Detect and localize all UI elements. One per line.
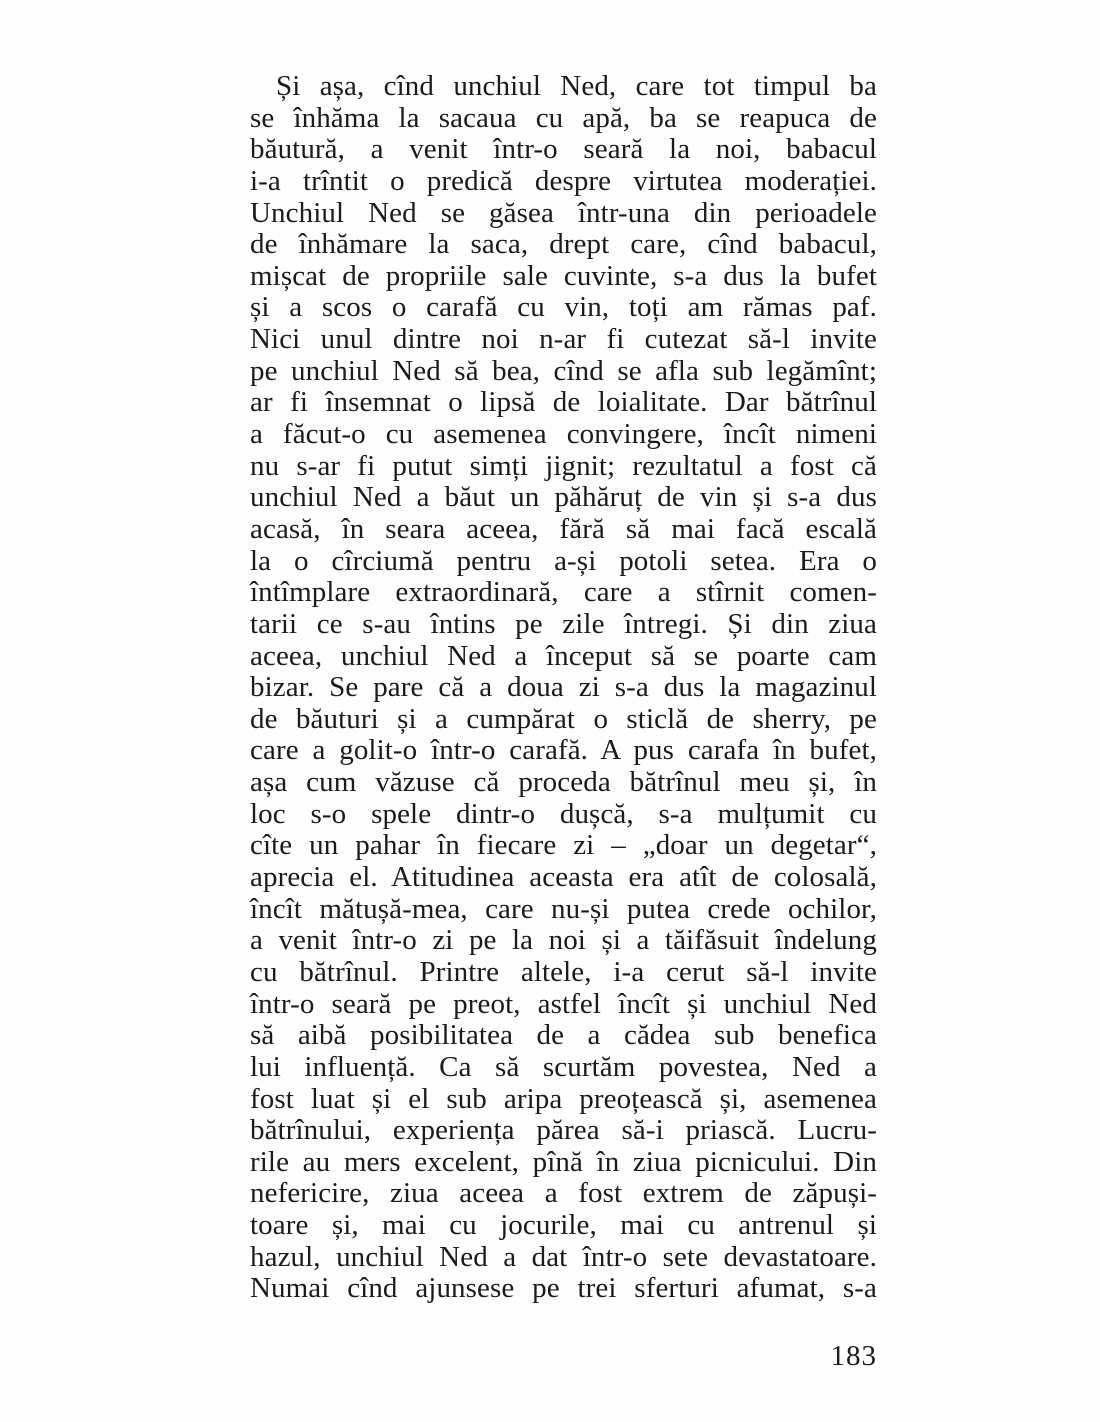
text-line: rile au mers excelent, pînă în ziua picnicului. Din <box>250 1145 877 1178</box>
text-line: de înhămare la saca, drept care, cînd babacul, <box>250 228 877 261</box>
text-line: unchiul Ned a băut un păhăruț de vin și s-a dus <box>250 481 877 514</box>
text-line: întîmplare extraordinară, care a stîrnit comen- <box>250 576 877 609</box>
text-line: ar fi însemnat o lipsă de loialitate. Dar bătrînul <box>250 386 877 419</box>
text-line: loc s-o spele dintr-o dușcă, s-a mulțumit cu <box>250 797 877 830</box>
text-line: a venit într-o zi pe la noi și a tăifăsuit îndelung <box>250 924 877 957</box>
text-line: cu bătrînul. Printre altele, i-a cerut să-l invite <box>250 955 877 988</box>
text-line: pe unchiul Ned să bea, cînd se afla sub legămînt; <box>250 354 877 387</box>
text-line: toare și, mai cu jocurile, mai cu antrenul și <box>250 1209 877 1242</box>
text-line: Nici unul dintre noi n-ar fi cutezat să-l invite <box>250 323 877 356</box>
text-line: Și așa, cînd unchiul Ned, care tot timpul ba <box>276 70 877 102</box>
text-line: Unchiul Ned se găsea într-una din perioadele <box>250 196 877 229</box>
text-line: nefericire, ziua aceea a fost extrem de zăpuși- <box>250 1177 877 1210</box>
text-line: Numai cînd ajunsese pe trei sferturi afumat, s-a <box>250 1272 877 1305</box>
text-line: încît mătușă-mea, care nu-și putea crede ochilor, <box>250 892 877 925</box>
text-line: la o cîrciumă pentru a-și potoli setea. Era o <box>250 544 877 577</box>
text-line: cîte un pahar în fiecare zi – „doar un degetar“, <box>250 829 877 862</box>
text-line: a făcut-o cu asemenea convingere, încît nimeni <box>250 418 877 451</box>
text-line: băutură, a venit într-o seară la noi, babacul <box>250 133 877 166</box>
text-line: bătrînului, experiența părea să-i priască. Lucru- <box>250 1114 877 1147</box>
text-line: fost luat și el sub aripa preoțească și, asemenea <box>250 1082 877 1115</box>
page-number: 183 <box>830 1340 877 1372</box>
text-line: nu s-ar fi putut simți jignit; rezultatul a fost că <box>250 449 877 482</box>
text-line: lui influență. Ca să scurtăm povestea, Ned a <box>250 1050 877 1083</box>
paragraph-text <box>250 71 877 1305</box>
text-line: i-a trîntit o predică despre virtutea moderației. <box>250 164 877 197</box>
text-line: tarii ce s-au întins pe zile întregi. Și din ziua <box>250 607 877 640</box>
text-line: aprecia el. Atitudinea aceasta era atît de colosală, <box>250 861 877 894</box>
text-line: să aibă posibilitatea de a cădea sub benefica <box>250 1019 877 1052</box>
text-line: aceea, unchiul Ned a început să se poarte cam <box>250 639 877 672</box>
text-line: într-o seară pe preot, astfel încît și unchiul Ned <box>250 987 877 1020</box>
text-line: mișcat de propriile sale cuvinte, s-a dus la bufet <box>250 259 877 292</box>
text-line: acasă, în seara aceea, fără să mai facă escală <box>250 512 877 545</box>
text-line: de băuturi și a cumpărat o sticlă de sherry, pe <box>250 702 877 735</box>
text-line: se înhăma la sacaua cu apă, ba se reapuca de <box>250 101 877 134</box>
text-line: hazul, unchiul Ned a dat într-o sete devastatoare. <box>250 1240 877 1273</box>
text-line: bizar. Se pare că a doua zi s-a dus la magazinul <box>250 671 877 704</box>
text-line: și a scos o carafă cu vin, toți am rămas paf. <box>250 291 877 324</box>
text-line: așa cum văzuse că proceda bătrînul meu și, în <box>250 766 877 799</box>
text-line: care a golit-o într-o carafă. A pus carafa în bufet, <box>250 734 877 767</box>
